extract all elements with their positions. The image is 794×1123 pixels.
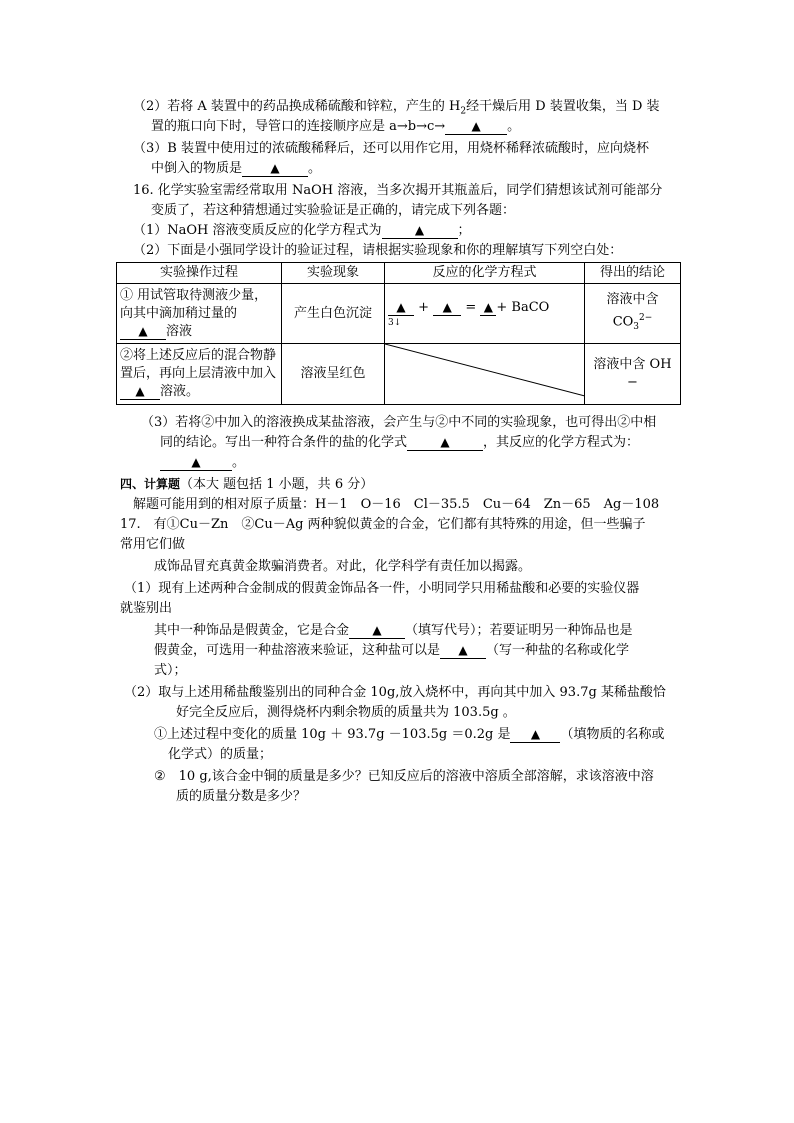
answer-blank[interactable] — [407, 435, 483, 451]
answer-blank[interactable] — [445, 119, 507, 135]
q17-part1-line1: （1）现有上述两种合金制成的假黄金饰品各一件，小明同学只用稀盐酸和必要的实验仪器 — [124, 581, 640, 596]
conclusion-cell: 溶液中含 OH − — [585, 344, 681, 405]
table-header-row — [117, 263, 681, 284]
q17-sub2-line1: ② 10 g,该合金中铜的质量是多少？已知反应后的溶液中溶质全部溶解，求该溶液中溶 — [154, 769, 654, 784]
triangle-icon: ▲ — [458, 643, 468, 657]
answer-blank[interactable] — [120, 384, 160, 400]
answer-blank[interactable] — [349, 623, 405, 639]
q17-intro-line1: 17. 有①Cu－Zn ②Cu－Ag 两种貌似黄金的合金，它们都有其特殊的用途，但一些骗子 — [120, 517, 646, 532]
phenomenon-cell: 溶液呈红色 — [282, 344, 385, 405]
q17-intro-line2: 常用它们做 — [120, 537, 186, 552]
answer-blank[interactable] — [160, 455, 232, 471]
triangle-icon: ▲ — [530, 727, 541, 741]
answer-blank[interactable] — [510, 727, 560, 743]
equation-cell-empty — [385, 344, 585, 405]
q16-part3-line2: 同的结论。写出一种符合条件的盐的化学式 ▲ ，其反应的化学方程式为： — [160, 435, 640, 450]
diagonal-slash — [385, 344, 585, 404]
table-header: 得出的结论 — [585, 263, 681, 284]
q17-sub2-line2: 质的质量分数是多少？ — [176, 789, 307, 804]
conclusion-cell: 溶液中含 $CO_3^{2-}$ — [585, 284, 681, 344]
table-row — [117, 344, 681, 405]
q17-part2-line1: （2）取与上述用稀盐酸鉴别出的同种合金 10g,放入烧杯中，再向其中加入 93.7g 某稀盐酸恰 — [124, 685, 666, 700]
q15-part3-line1: （3）B 装置中使用过的浓硫酸稀释后，还可以用作它用，用烧杯稀释浓硫酸时，应向烧杯 — [133, 141, 649, 156]
equation-cell: ▲ + ▲ = ▲ + BaCO 3↓ — [385, 284, 585, 344]
section-title: 四、计算题（本大 题包括 1 小题，共 6 分） — [120, 477, 374, 492]
table-header: 实验操作过程 — [117, 263, 282, 284]
table-row — [117, 284, 681, 344]
answer-blank[interactable] — [388, 300, 414, 316]
operation-cell: ②将上述反应后的混合物静置后，再向上层清液中加入▲ 溶液。 — [117, 344, 282, 405]
q15-part2-line1: （2）若将 A 装置中的药品换成稀硫酸和锌粒，产生的 $H_2$经干燥后用 D 装置收集，当 D 装 — [133, 99, 660, 117]
q16-part3-line1: （3）若将②中加入的溶液换成某盐溶液，会产生与②中不同的实验现象，也可得出②中相 — [141, 415, 657, 430]
q17-part1-line2: 就鉴别出 — [120, 601, 173, 616]
triangle-icon: ▲ — [270, 161, 280, 175]
triangle-icon: ▲ — [135, 384, 145, 398]
atomic-masses: 解题可能用到的相对原子质量：H－1 O－16 Cl－35.5 Cu－64 Zn－65 Ag－108 — [133, 497, 660, 512]
experiment-table — [116, 262, 681, 405]
phenomenon-cell: 产生白色沉淀 — [282, 284, 385, 344]
q17-part2-line2: 好完全反应后，测得烧杯内剩余物质的质量共为 103.5g 。 — [176, 705, 516, 720]
q17-part1-line4: 假黄金，可选用一种盐溶液来验证，这种盐可以是 ▲ （写一种盐的名称或化学 — [154, 643, 630, 658]
answer-blank[interactable] — [242, 161, 308, 177]
q16-intro-line2: 变质了，若这种猜想通过实验验证是正确的，请完成下列各题： — [151, 203, 516, 218]
operation-cell: ① 用试管取待测液少量，向其中滴加稍过量的▲ 溶液 — [117, 284, 282, 344]
table-header: 反应的化学方程式 — [385, 263, 585, 284]
q17-sub1-line2: 化学式）的质量； — [168, 747, 273, 762]
triangle-icon: ▲ — [396, 299, 406, 314]
answer-blank[interactable] — [440, 643, 486, 659]
q16-part2: （2）下面是小强同学设计的验证过程，请根据实验现象和你的理解填写下列空白处： — [133, 243, 623, 258]
answer-blank[interactable] — [433, 300, 461, 316]
answer-blank[interactable] — [480, 300, 496, 316]
answer-blank[interactable] — [382, 223, 458, 239]
triangle-icon: ▲ — [138, 323, 148, 338]
q17-sub1-line1: ①上述过程中变化的质量 10g ＋ 93.7g －103.5g ＝0.2g 是 ▲ （填物质的名称或 — [154, 727, 665, 742]
triangle-icon: ▲ — [471, 119, 481, 133]
triangle-icon: ▲ — [440, 435, 450, 449]
answer-blank[interactable] — [120, 324, 166, 340]
q15-part3-line2: 中倒入的物质是 ▲ 。 — [151, 161, 322, 176]
triangle-icon: ▲ — [442, 299, 452, 314]
q16-part3-line3: ▲ 。 — [160, 454, 245, 472]
q16-intro-line1: 16. 化学实验室需经常取用 NaOH 溶液，当多次揭开其瓶盖后，同学们猜想该试剂可能部分 — [133, 183, 663, 198]
q15-part2-line2: 置的瓶口向下时，导管口的连接顺序应是 a→b→c→ ▲ 。 — [151, 119, 521, 134]
triangle-icon: ▲ — [414, 223, 425, 237]
q16-part1: （1）NaOH 溶液变质反应的化学方程式为 ▲ ； — [133, 223, 471, 238]
triangle-icon: ▲ — [372, 623, 382, 637]
q17-part1-line3: 其中一种饰品是假黄金，它是合金 ▲ （填写代号）；若要证明另一种饰品也是 — [154, 623, 633, 638]
triangle-icon: ▲ — [191, 455, 201, 469]
q17-part1-line5: 式）； — [154, 663, 187, 678]
q17-intro-line3: 成饰品冒充真黄金欺骗消费者。对此，化学科学有责任加以揭露。 — [154, 559, 532, 574]
table-header: 实验现象 — [282, 263, 385, 284]
triangle-icon: ▲ — [483, 299, 493, 314]
